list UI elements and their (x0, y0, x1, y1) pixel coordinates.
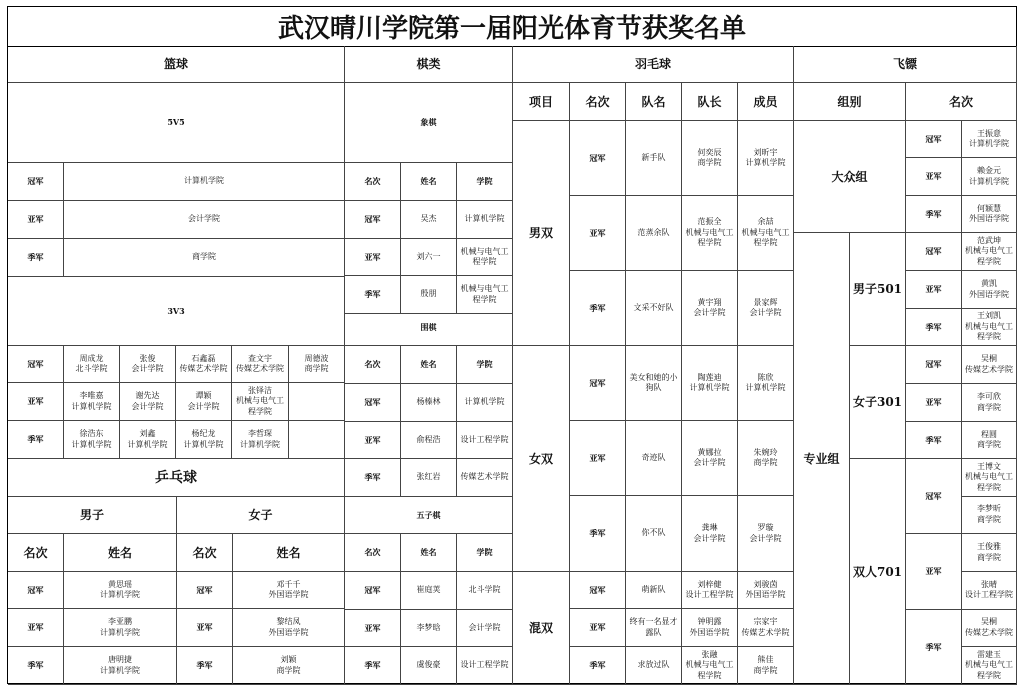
member-cell: 张俊 会计学院 (120, 346, 176, 383)
rank-cell: 冠军 (906, 459, 962, 534)
page-title: 武汉晴川学院第一届阳光体育节获奖名单 (8, 7, 1016, 47)
member-cell: 罗璇 会计学院 (738, 496, 794, 572)
name-cell: 黄思瑶 计算机学院 (64, 572, 177, 609)
basketball-5v5-header: 5V5 (8, 83, 345, 163)
member-cell: 熊佳 商学院 (738, 647, 794, 685)
school-cell: 北斗学院 (457, 572, 513, 610)
name-cell: 雷建玉 机械与电气工 程学院 (962, 647, 1017, 685)
rank-cell: 季军 (345, 647, 401, 685)
name-cell: 王俊雅 商学院 (962, 534, 1017, 572)
darts-header: 飞镖 (794, 46, 1017, 83)
name-cell: 邓千千 外国语学院 (233, 572, 345, 609)
name-cell: 程圆 商学院 (962, 422, 1017, 459)
rank-cell: 亚军 (8, 383, 64, 421)
col-rank-header: 名次 (345, 346, 401, 384)
team-cell: 会计学院 (64, 201, 345, 239)
member-cell (289, 421, 345, 459)
team-cell: 范蒸余队 (626, 196, 682, 271)
chess-section-header: 围棋 (345, 309, 513, 346)
school-cell: 会计学院 (457, 610, 513, 648)
name-cell: 张红岩 (401, 459, 457, 497)
rank-cell: 亚军 (570, 196, 626, 271)
member-cell: 查文宇 传媒艺术学院 (232, 346, 289, 383)
school-cell: 计算机学院 (457, 201, 513, 239)
rank-cell: 冠军 (906, 346, 962, 384)
rank-cell: 季军 (345, 459, 401, 497)
name-cell: 吴杰 (401, 201, 457, 239)
col-rank-header: 名次 (8, 534, 64, 572)
captain-cell: 范振全 机械与电气工 程学院 (682, 196, 738, 271)
member-cell: 景家辉 会计学院 (738, 271, 794, 346)
rank-cell: 冠军 (8, 572, 64, 609)
rank-cell: 冠军 (570, 346, 626, 421)
pingpong-women-header: 女子 (177, 497, 345, 534)
captain-cell: 刘梓健 设计工程学院 (682, 572, 738, 609)
rank-cell: 冠军 (570, 572, 626, 609)
col-rank-header: 名次 (345, 163, 401, 201)
basketball-header: 篮球 (8, 46, 345, 83)
member-cell: 余喆 机械与电气工 程学院 (738, 196, 794, 271)
name-cell: 何颖慧 外国语学院 (962, 196, 1017, 233)
member-cell: 李唯嘉 计算机学院 (64, 383, 120, 421)
name-cell: 王博文 机械与电气工 程学院 (962, 459, 1017, 497)
sub-group-label: 双人701 (850, 459, 906, 685)
pingpong-header: 乒乓球 (8, 459, 345, 497)
rank-cell: 季军 (8, 239, 64, 277)
school-cell: 机械与电气工 程学院 (457, 239, 513, 277)
rank-cell: 季军 (8, 647, 64, 685)
name-cell: 殷朋 (401, 276, 457, 314)
member-cell: 徐浩东 计算机学院 (64, 421, 120, 459)
name-cell: 王刘凯 机械与电气工 程学院 (962, 309, 1017, 346)
team-cell: 商学院 (64, 239, 345, 277)
team-cell: 终有一名显才 露队 (626, 609, 682, 647)
award-sheet (7, 6, 1017, 684)
member-cell: 石鑫磊 传媒艺术学院 (176, 346, 232, 383)
rank-cell: 季军 (570, 271, 626, 346)
member-cell: 周德波 商学院 (289, 346, 345, 383)
chess-header: 棋类 (345, 46, 513, 83)
member-cell: 杨纪龙 计算机学院 (176, 421, 232, 459)
school-cell: 设计工程学院 (457, 647, 513, 685)
rank-cell: 亚军 (906, 534, 962, 609)
member-cell: 陈欣 计算机学院 (738, 346, 794, 421)
team-cell: 新手队 (626, 121, 682, 196)
name-cell: 杨榛林 (401, 384, 457, 422)
rank-cell: 季军 (570, 496, 626, 572)
captain-cell: 钟明露 外国语学院 (682, 609, 738, 647)
member-cell: 李哲琛 计算机学院 (232, 421, 289, 459)
mass-group-label: 大众组 (794, 121, 906, 233)
col-school-header: 学院 (457, 346, 513, 384)
team-cell: 求放过队 (626, 647, 682, 685)
col-name-header: 姓名 (401, 163, 457, 201)
member-cell: 谭颖 会计学院 (176, 383, 232, 421)
col-school-header: 学院 (457, 534, 513, 572)
col-name-header: 姓名 (233, 534, 345, 572)
badminton-col-header: 项目 (513, 83, 570, 121)
rank-cell: 亚军 (345, 239, 401, 277)
rank-cell: 季军 (570, 647, 626, 685)
rank-cell: 亚军 (906, 158, 962, 196)
chess-section-header: 五子棋 (345, 497, 513, 534)
rank-cell: 冠军 (8, 346, 64, 383)
rank-cell: 亚军 (570, 609, 626, 647)
badminton-col-header: 成员 (738, 83, 794, 121)
name-cell: 李梦晗 (401, 610, 457, 648)
team-cell: 你不队 (626, 496, 682, 572)
name-cell: 吴桐 传媒艺术学院 (962, 346, 1017, 384)
member-cell: 刘骏茵 外国语学院 (738, 572, 794, 609)
pingpong-men-header: 男子 (8, 497, 177, 534)
rank-cell: 亚军 (906, 384, 962, 422)
sub-group-label: 女子301 (850, 346, 906, 459)
captain-cell: 黄宇翔 会计学院 (682, 271, 738, 346)
rank-cell: 冠军 (8, 163, 64, 201)
school-cell: 计算机学院 (457, 384, 513, 422)
badminton-header: 羽毛球 (513, 46, 794, 83)
rank-cell: 亚军 (906, 271, 962, 309)
name-cell: 唐明捷 计算机学院 (64, 647, 177, 685)
rank-cell: 亚军 (345, 422, 401, 460)
name-cell: 李亚鹏 计算机学院 (64, 609, 177, 647)
name-cell: 吴桐 传媒艺术学院 (962, 610, 1017, 648)
col-group-header: 组别 (794, 83, 906, 121)
captain-cell: 何奕辰 商学院 (682, 121, 738, 196)
rank-cell: 冠军 (345, 201, 401, 239)
col-rank-header: 名次 (177, 534, 233, 572)
rank-cell: 季军 (906, 610, 962, 685)
name-cell: 李梦昕 商学院 (962, 497, 1017, 535)
rank-cell: 季军 (8, 421, 64, 459)
rank-cell: 亚军 (8, 609, 64, 647)
member-cell (289, 383, 345, 421)
rank-cell: 亚军 (345, 610, 401, 648)
rank-cell: 冠军 (345, 384, 401, 422)
badminton-col-header: 队长 (682, 83, 738, 121)
name-cell: 刘六一 (401, 239, 457, 277)
member-cell: 张铎洁 机械与电气工 程学院 (232, 383, 289, 421)
member-cell: 朱婉玲 商学院 (738, 421, 794, 496)
rank-cell: 冠军 (345, 572, 401, 610)
team-cell: 文采不好队 (626, 271, 682, 346)
rank-cell: 季军 (906, 309, 962, 346)
rank-cell: 冠军 (906, 233, 962, 271)
rank-cell: 亚军 (8, 201, 64, 239)
name-cell: 黎结凤 外国语学院 (233, 609, 345, 647)
team-cell: 美女和她的小 狗队 (626, 346, 682, 421)
col-name-header: 姓名 (64, 534, 177, 572)
member-cell: 宗家宇 传媒艺术学院 (738, 609, 794, 647)
name-cell: 王振意 计算机学院 (962, 121, 1017, 158)
captain-cell: 龚琳 会计学院 (682, 496, 738, 572)
basketball-3v3-header: 3V3 (8, 277, 345, 346)
school-cell: 机械与电气工 程学院 (457, 276, 513, 314)
name-cell: 虞俊豪 (401, 647, 457, 685)
col-rank-header: 名次 (345, 534, 401, 572)
sub-group-label: 男子501 (850, 233, 906, 346)
team-cell: 奇迹队 (626, 421, 682, 496)
captain-cell: 陶莲迪 计算机学院 (682, 346, 738, 421)
col-name-header: 姓名 (401, 346, 457, 384)
member-cell: 谢先达 会计学院 (120, 383, 176, 421)
name-cell: 张晴 设计工程学院 (962, 572, 1017, 610)
event-cell: 男双 (513, 121, 570, 346)
name-cell: 黄凯 外国语学院 (962, 271, 1017, 309)
captain-cell: 黄娜拉 会计学院 (682, 421, 738, 496)
school-cell: 传媒艺术学院 (457, 459, 513, 497)
rank-cell: 冠军 (177, 572, 233, 609)
name-cell: 刘颖 商学院 (233, 647, 345, 685)
captain-cell: 张融 机械与电气工 程学院 (682, 647, 738, 685)
name-cell: 俞程浩 (401, 422, 457, 460)
name-cell: 崔庭荚 (401, 572, 457, 610)
team-cell: 萌新队 (626, 572, 682, 609)
col-school-header: 学院 (457, 163, 513, 201)
pro-group-label: 专业组 (794, 233, 850, 685)
rank-cell: 季军 (906, 422, 962, 459)
chess-section-header: 象棋 (345, 83, 513, 163)
col-rank-header: 名次 (906, 83, 1017, 121)
rank-cell: 冠军 (906, 121, 962, 158)
col-name-header: 姓名 (401, 534, 457, 572)
badminton-col-header: 名次 (570, 83, 626, 121)
event-cell: 女双 (513, 346, 570, 572)
rank-cell: 亚军 (570, 421, 626, 496)
team-cell: 计算机学院 (64, 163, 345, 201)
name-cell: 范武坤 机械与电气工 程学院 (962, 233, 1017, 271)
school-cell: 设计工程学院 (457, 422, 513, 460)
rank-cell: 季军 (177, 647, 233, 685)
member-cell: 周成龙 北斗学院 (64, 346, 120, 383)
event-cell: 混双 (513, 572, 570, 685)
member-cell: 刘鑫 计算机学院 (120, 421, 176, 459)
name-cell: 李可欣 商学院 (962, 384, 1017, 422)
member-cell: 刘昕宇 计算机学院 (738, 121, 794, 196)
rank-cell: 亚军 (177, 609, 233, 647)
rank-cell: 冠军 (570, 121, 626, 196)
rank-cell: 季军 (345, 276, 401, 314)
name-cell: 赖金元 计算机学院 (962, 158, 1017, 196)
badminton-col-header: 队名 (626, 83, 682, 121)
rank-cell: 季军 (906, 196, 962, 233)
